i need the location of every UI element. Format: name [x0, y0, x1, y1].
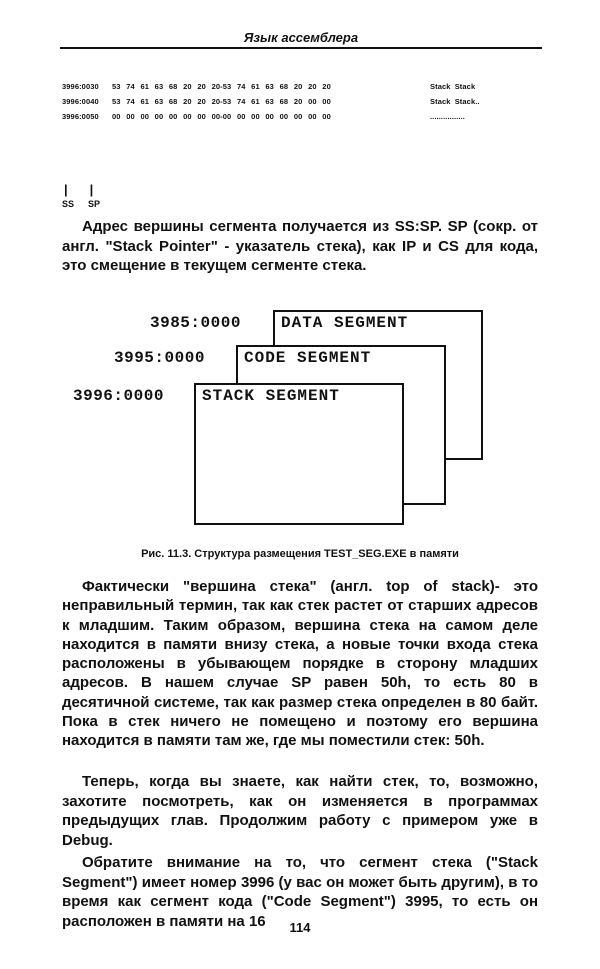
code-segment-address: 3995:0000	[114, 349, 205, 367]
sp-pointer-bar: |	[89, 182, 94, 197]
ss-label: SS	[62, 199, 75, 209]
page-number: 114	[289, 920, 311, 935]
sp-label: SP	[88, 199, 101, 209]
paragraph-stack-address: Адрес вершины сегмента получается из SS:SP. SP (сокр. от англ. "Stack Pointer" - указатель стека), как IP и CS для кода, это смещение в текущем сегменте стека.	[62, 218, 538, 274]
stack-segment-box	[194, 383, 404, 525]
dump-ascii: Stack Stack	[430, 82, 476, 91]
data-segment-address: 3985:0000	[150, 314, 241, 332]
code-segment-label: CODE SEGMENT	[244, 349, 372, 367]
dump-row	[62, 94, 522, 109]
data-segment-label: DATA SEGMENT	[281, 314, 409, 332]
dump-row	[62, 79, 522, 94]
dump-address: 3996:0030	[62, 82, 99, 91]
paragraph-stack-segment: Обратите внимание на то, что сегмент стека ("Stack Segment") имеет номер 3996 (у вас он может быть другим), в то время как сегмент кода ("Code Segment") 3995, то есть он расположен в памяти на 16	[62, 854, 538, 930]
segment-diagram	[0, 300, 600, 540]
dump-address: 3996:0040	[62, 97, 99, 106]
header-title: Язык ассемблера	[243, 30, 359, 45]
dump-bytes: 53 74 61 63 68 20 20 20-53 74 61 63 68 20 20 20	[112, 82, 331, 91]
dump-bytes: 53 74 61 63 68 20 20 20-53 74 61 63 68 20 00 00	[112, 97, 331, 106]
dump-address: 3996:0050	[62, 112, 99, 121]
ss-pointer-bar: |	[64, 182, 68, 197]
dump-ascii: ................	[430, 112, 465, 121]
dump-ascii: Stack Stack..	[430, 97, 480, 106]
figure-caption: Рис. 11.3. Структура размещения TEST_SEG.EXE в памяти	[141, 548, 459, 560]
register-markers	[62, 183, 100, 209]
stack-segment-address: 3996:0000	[73, 387, 164, 405]
paragraph-debug: Теперь, когда вы знаете, как найти стек, то, возможно, захотите посмотреть, как он изменяется в программах предыдущих глав. Продолжим работу с примером уже в Debug.	[62, 773, 538, 849]
running-header	[60, 30, 542, 49]
paragraph-top-of-stack: Фактически "вершина стека" (англ. top of stack)- это неправильный термин, так как стек растет от старших адресов к младшим. Таким образом, вершина стека на самом деле находится в памяти внизу стека, а новые точки входа стека расположены в убывающем порядке в сторону младших адресов. В нашем случае SP равен 50h, то есть 80 в десятичной системе, так как размер стека определен в 80 байт. Пока в стек ничего не помещено и поэтому его вершина находится в памяти там же, где мы поместили стек: 50h.	[62, 578, 538, 750]
dump-bytes: 00 00 00 00 00 00 00 00-00 00 00 00 00 00 00 00	[112, 112, 331, 121]
memory-dump	[62, 79, 522, 124]
stack-segment-label: STACK SEGMENT	[202, 387, 340, 405]
dump-row	[62, 109, 522, 124]
